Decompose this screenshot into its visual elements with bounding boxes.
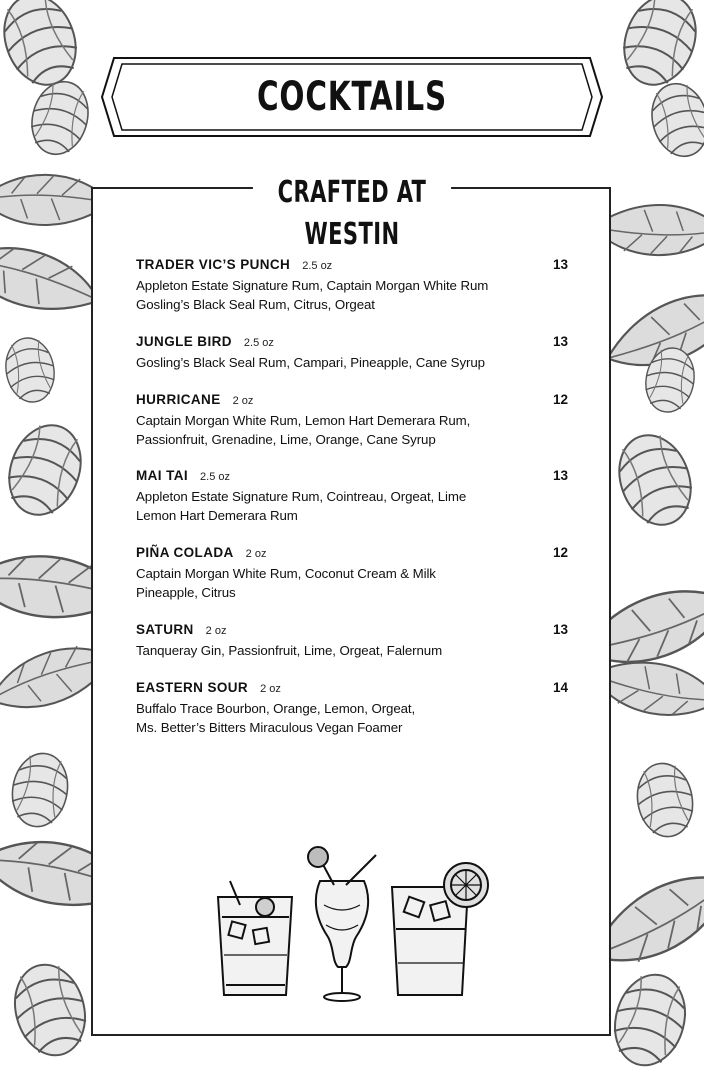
item-size: 2 oz (245, 548, 267, 560)
menu-item (136, 545, 568, 602)
menu-item (136, 334, 568, 372)
item-name: MAI TAI (136, 468, 189, 483)
item-size: 2 oz (232, 395, 254, 407)
cocktail-glasses-illustration (210, 845, 500, 1005)
item-description: Gosling’s Black Seal Rum, Campari, Pineapple, Cane Syrup (136, 355, 485, 370)
item-price: 13 (552, 257, 568, 272)
item-price: 14 (552, 680, 568, 695)
item-size: 2 oz (260, 683, 281, 695)
item-size: 2.5 oz (200, 471, 231, 483)
item-size: 2.5 oz (243, 337, 274, 349)
item-description: Captain Morgan White Rum, Coconut Cream & Milk Pineapple, Citrus (136, 566, 436, 600)
menu-item (136, 622, 568, 660)
menu-item (136, 257, 568, 314)
highball-glass-icon (218, 881, 292, 995)
item-description: Appleton Estate Signature Rum, Cointreau, Orgeat, Lime Lemon Hart Demerara Rum (136, 489, 467, 523)
item-size: 2 oz (205, 625, 227, 637)
page-title: COCKTAILS (256, 74, 448, 120)
item-price: 13 (552, 468, 568, 483)
hurricane-glass-icon (308, 847, 376, 1001)
item-name: SATURN (136, 622, 194, 637)
item-description: Buffalo Trace Bourbon, Orange, Lemon, Orgeat, Ms. Better’s Bitters Miraculous Vegan Foamer (136, 701, 416, 735)
item-size: 2.5 oz (302, 260, 333, 272)
item-price: 13 (552, 622, 568, 637)
item-price: 12 (552, 392, 568, 407)
menu-subtitle: CRAFTED AT WESTIN (253, 172, 451, 256)
menu-item (136, 392, 568, 449)
item-name: EASTERN SOUR (136, 680, 249, 695)
item-name: JUNGLE BIRD (136, 334, 232, 349)
item-description: Tanqueray Gin, Passionfruit, Lime, Orgeat, Falernum (136, 643, 443, 658)
item-description: Appleton Estate Signature Rum, Captain Morgan White Rum Gosling’s Black Seal Rum, Citrus, Orgeat (136, 278, 489, 312)
menu-item (136, 680, 568, 737)
item-price: 13 (552, 334, 568, 349)
item-description: Captain Morgan White Rum, Lemon Hart Demerara Rum, Passionfruit, Grenadine, Lime, Orange, Cane Syrup (136, 413, 471, 447)
item-price: 12 (552, 545, 568, 560)
item-name: PIÑA COLADA (136, 545, 234, 560)
menu-item (136, 468, 568, 525)
item-name: HURRICANE (136, 392, 221, 407)
citrus-glass-icon (392, 863, 488, 995)
item-name: TRADER VIC’S PUNCH (136, 257, 291, 272)
